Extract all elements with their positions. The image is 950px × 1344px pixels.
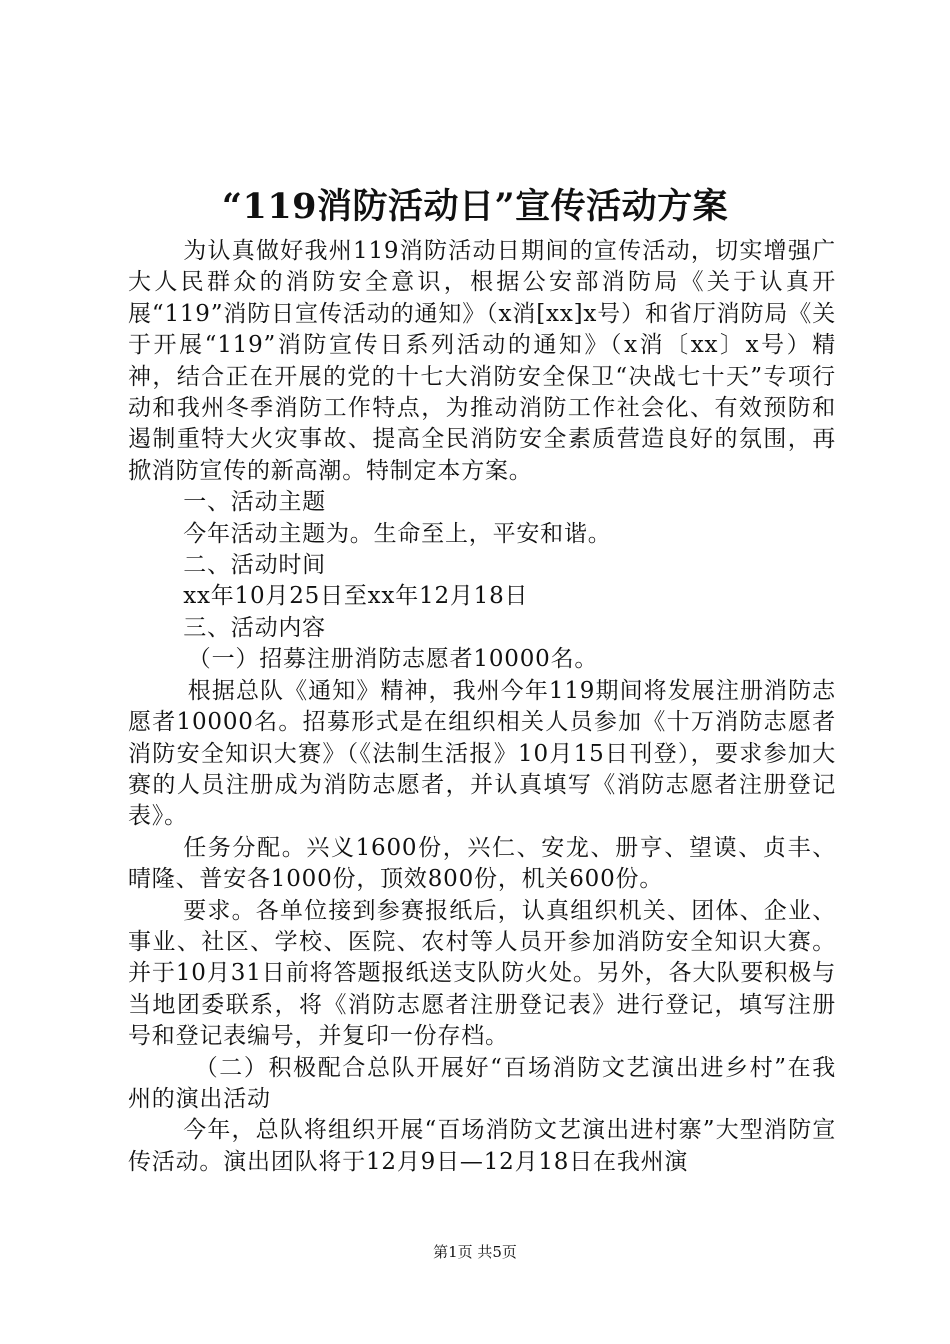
section-heading-time: 二、活动时间 <box>183 552 326 579</box>
performance-paragraph: 今年，总队将组织开展“百场消防文艺演出进村寨”大型消防宣传活动。演出团队将于12月9日—12月18日在我州演 <box>128 1117 836 1175</box>
document-body <box>128 236 836 1178</box>
page-footer: 第1页 共5页 <box>433 1243 517 1261</box>
subsection-heading-1: （一）招募注册消防志愿者10000名。 <box>187 646 599 673</box>
intro-paragraph: 为认真做好我州119消防活动日期间的宣传活动，切实增强广大人民群众的消防安全意识，根据公安部消防局《关于认真开展“119”消防日宣传活动的通知》（x消[xx]x号）和省厅消防局《关于开展“119”消防宣传日系列活动的通知》（x消〔xx〕x号）精神，结合正在开展的党的十七大消防安全保卫“决战七十天”专项行动和我州冬季消防工作特点，为推动消防工作社会化、有效预防和遏制重特大火灾事故、提高全民消防安全素质营造良好的氛围，再掀消防宣传的新高潮。特制定本方案。 <box>128 238 836 484</box>
section-heading-content: 三、活动内容 <box>183 614 326 641</box>
requirement-paragraph: 要求。各单位接到参赛报纸后，认真组织机关、团体、企业、事业、社区、学校、医院、农村等人员开参加消防安全知识大赛。并于10月31日前将答题报纸送支队防火处。另外，各大队要积极与当地团委联系，将《消防志愿者注册登记表》进行登记，填写注册号和登记表编号，并复印一份存档。 <box>128 897 836 1050</box>
time-paragraph: xx年10月25日至xx年12月18日 <box>183 583 529 610</box>
theme-paragraph: 今年活动主题为。生命至上，平安和谐。 <box>183 520 612 547</box>
section-heading-theme: 一、活动主题 <box>183 489 326 516</box>
volunteer-paragraph: 根据总队《通知》精神，我州今年119期间将发展注册消防志愿者10000名。招募形式是在组织相关人员参加《十万消防志愿者消防安全知识大赛》（《法制生活报》10月15日刊登），要求参加大赛的人员注册成为消防志愿者，并认真填写《消防志愿者注册登记表》。 <box>128 677 836 830</box>
document-title: “119消防活动日”宣传活动方案 <box>221 186 729 227</box>
task-paragraph: 任务分配。兴义1600份，兴仁、安龙、册亨、望谟、贞丰、晴隆、普安各1000份，顶效800份，机关600份。 <box>128 834 836 893</box>
subsection-heading-2: （二）积极配合总队开展好“百场消防文艺演出进乡村”在我州的演出活动 <box>128 1054 836 1112</box>
